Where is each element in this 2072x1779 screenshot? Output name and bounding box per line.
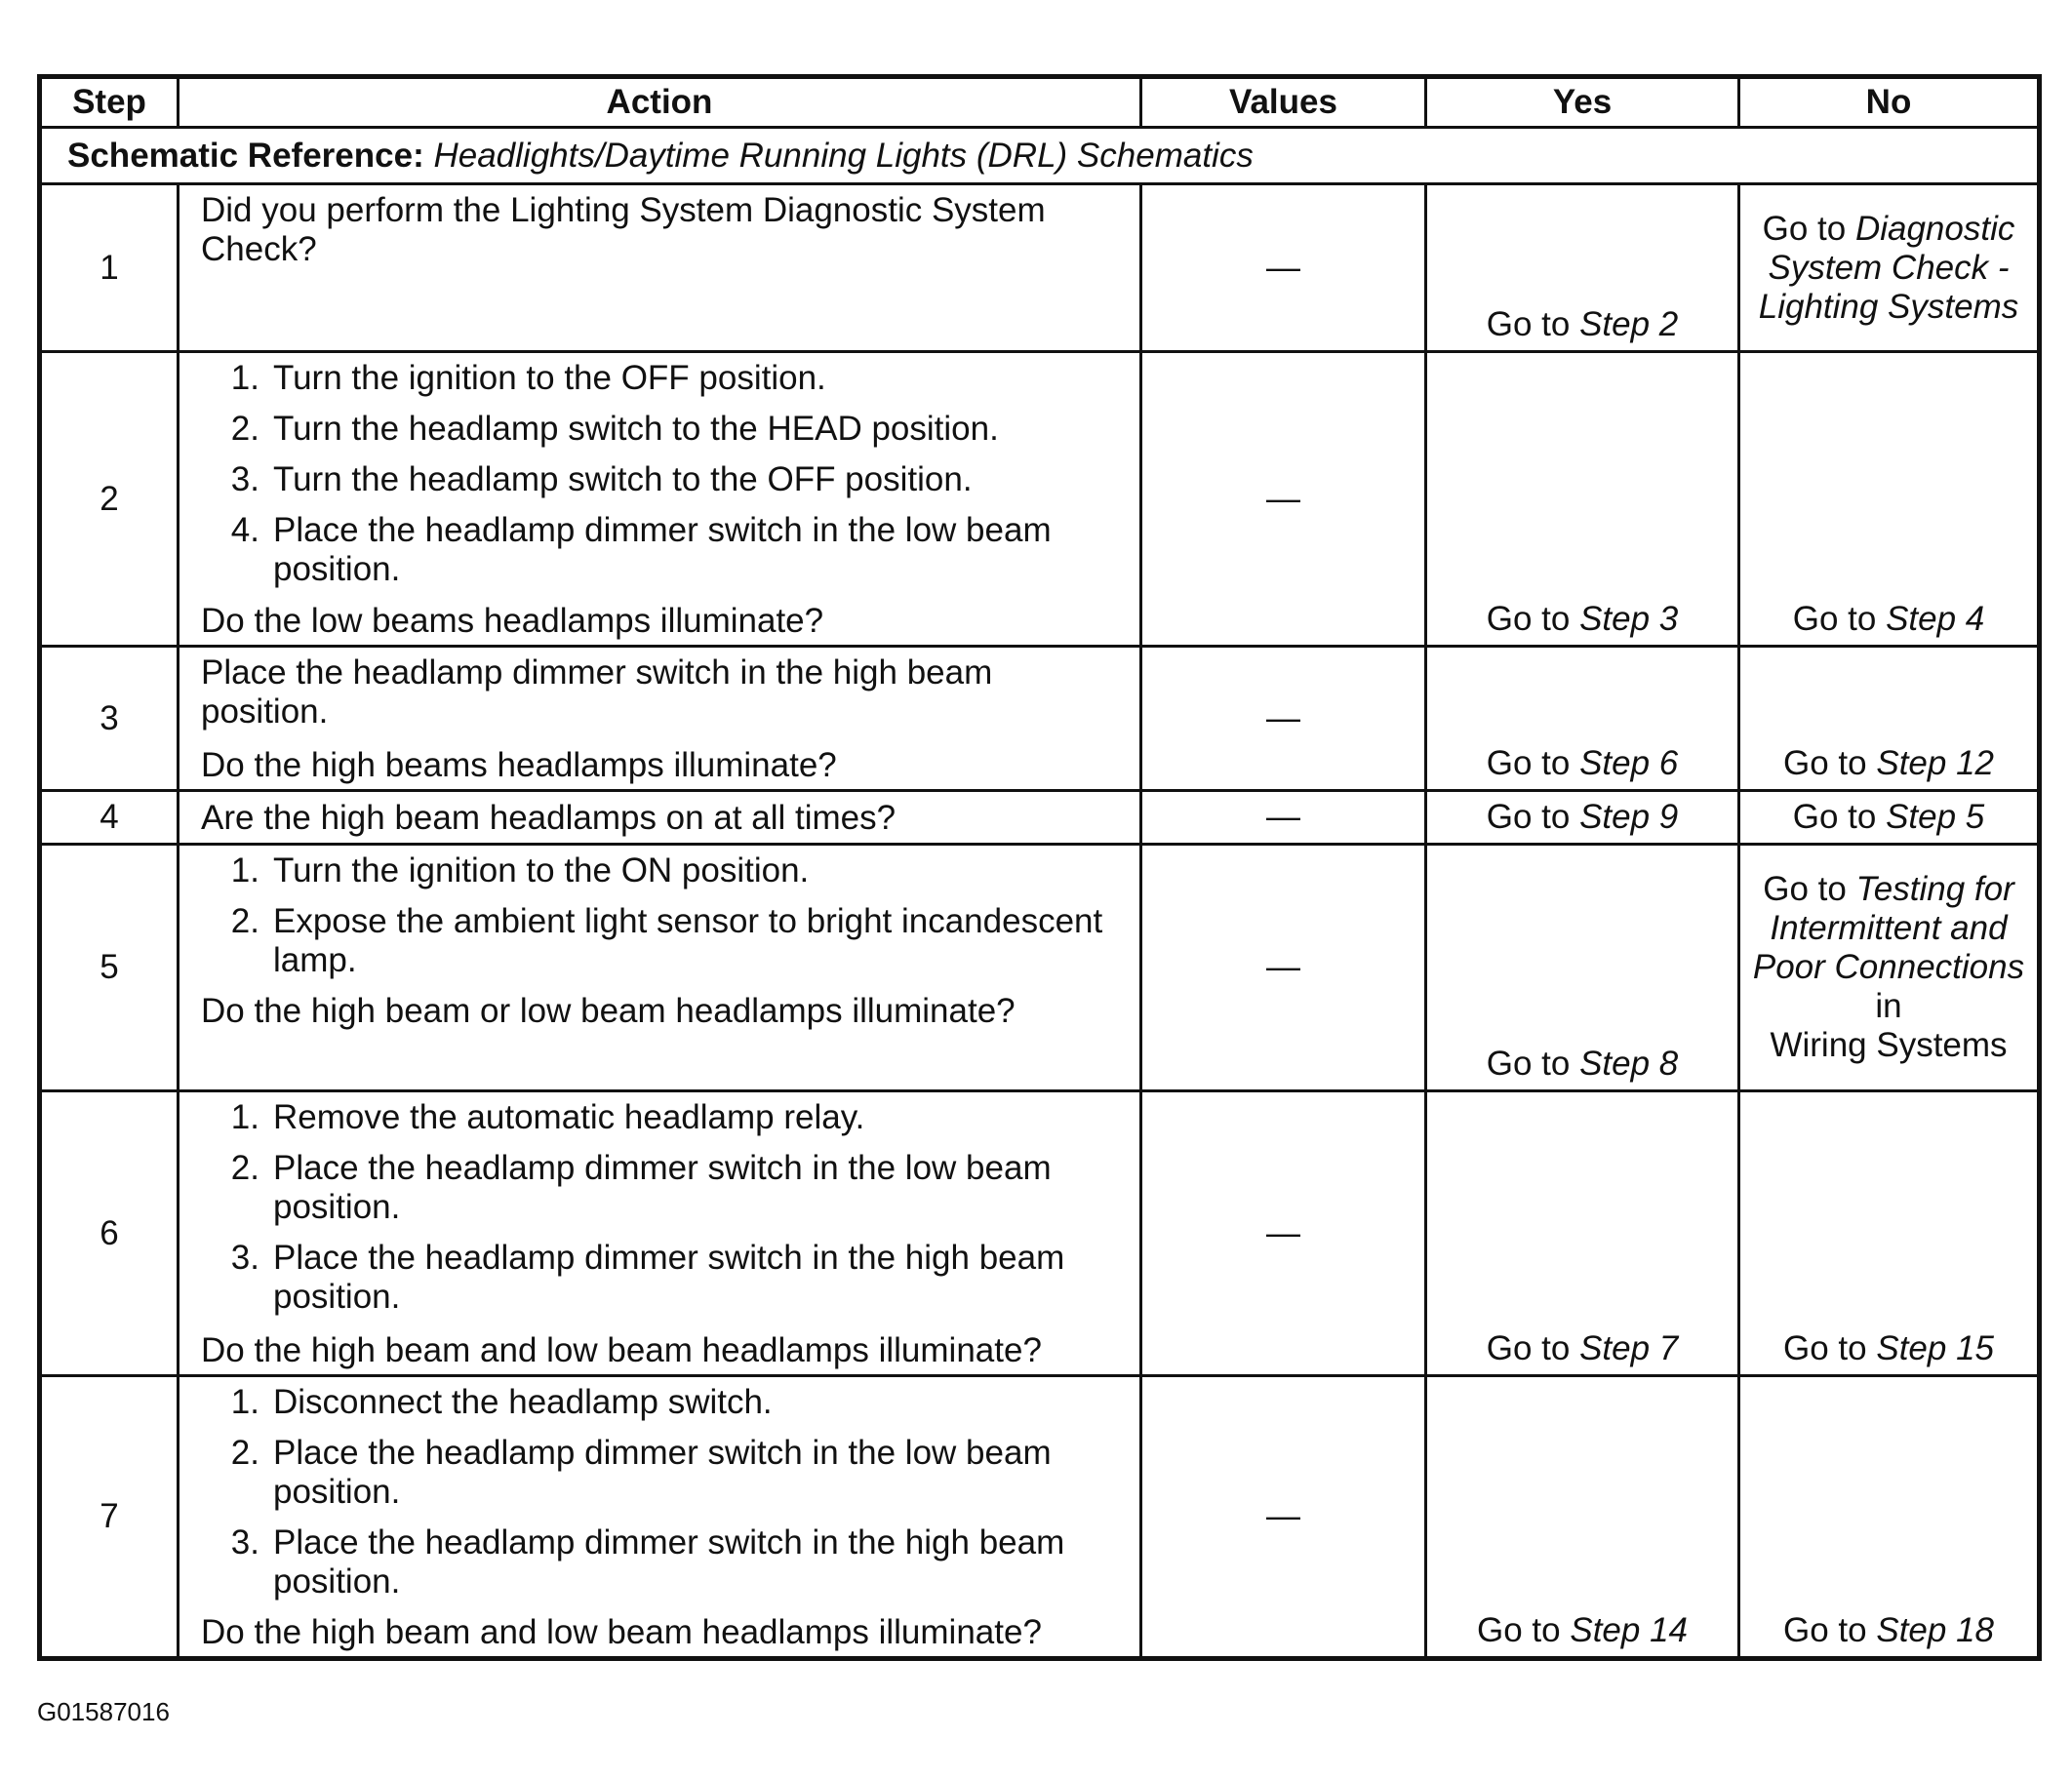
no-cell xyxy=(1739,1091,2040,1376)
header-step: Step xyxy=(40,77,179,128)
yes-cell xyxy=(1426,1091,1739,1376)
action-cell xyxy=(179,1376,1141,1659)
action-text: Are the high beam headlamps on at all times? xyxy=(201,799,897,837)
yes-prefix: Go to xyxy=(1486,744,1571,782)
action-list xyxy=(201,851,1126,980)
action-text: Place the headlamp dimmer switch in the high beam position. xyxy=(201,653,993,731)
no-prefix: Go to xyxy=(1792,798,1877,836)
no-cell xyxy=(1739,845,2040,1091)
yes-prefix: Go to xyxy=(1477,1611,1561,1649)
table-row xyxy=(40,1376,2040,1659)
no-cell xyxy=(1739,352,2040,647)
no-link[interactable]: Testing for Intermittent and Poor Connections xyxy=(1752,870,2025,986)
list-item: 2. Place the headlamp dimmer switch in the low beam position. xyxy=(230,1149,1052,1226)
action-list xyxy=(201,359,1126,601)
action-cell xyxy=(179,845,1141,1091)
no-prefix: Go to xyxy=(1763,870,1847,908)
list-item: 2. Expose the ambient light sensor to bright incandescent lamp. xyxy=(230,902,1103,979)
list-item: 1. Turn the ignition to the ON position. xyxy=(230,851,810,890)
no-link[interactable]: Step 15 xyxy=(1876,1329,1994,1367)
yes-prefix: Go to xyxy=(1486,1329,1571,1367)
yes-link[interactable]: Step 7 xyxy=(1579,1329,1679,1367)
values-cell: — xyxy=(1141,1376,1426,1659)
list-item: 3. Place the headlamp dimmer switch in the high beam position. xyxy=(230,1523,1065,1601)
header-action: Action xyxy=(179,77,1141,128)
no-prefix: Go to xyxy=(1762,209,1847,248)
action-question: Do the low beams headlamps illuminate? xyxy=(201,602,824,640)
values-cell: — xyxy=(1141,1091,1426,1376)
no-middle: in xyxy=(1875,987,1902,1025)
table-row xyxy=(40,845,2040,1091)
list-item: 1. Disconnect the headlamp switch. xyxy=(230,1383,773,1421)
yes-prefix: Go to xyxy=(1486,600,1571,638)
no-link[interactable]: Diagnostic System Check - Lighting Systems xyxy=(1758,209,2019,326)
yes-prefix: Go to xyxy=(1486,798,1571,836)
action-question: Do the high beam and low beam headlamps illuminate? xyxy=(201,1331,1042,1369)
action-cell xyxy=(179,184,1141,352)
values-cell: — xyxy=(1141,352,1426,647)
values-cell: — xyxy=(1141,791,1426,845)
yes-link[interactable]: Step 2 xyxy=(1579,305,1679,343)
yes-cell xyxy=(1426,845,1739,1091)
list-item: 3. Turn the headlamp switch to the OFF position. xyxy=(230,460,973,498)
no-link[interactable]: Step 4 xyxy=(1886,600,1985,638)
no-cell xyxy=(1739,184,2040,352)
step-number: 3 xyxy=(40,647,179,791)
yes-cell xyxy=(1426,1376,1739,1659)
list-item: 1. Turn the ignition to the OFF position. xyxy=(230,359,826,397)
yes-link[interactable]: Step 14 xyxy=(1570,1611,1688,1649)
header-no: No xyxy=(1739,77,2040,128)
yes-link[interactable]: Step 8 xyxy=(1579,1045,1679,1083)
no-cell xyxy=(1739,647,2040,791)
no-link[interactable]: Step 18 xyxy=(1876,1611,1994,1649)
action-list xyxy=(201,1383,1126,1613)
yes-cell xyxy=(1426,352,1739,647)
step-number: 5 xyxy=(40,845,179,1091)
schematic-reference-label: Schematic Reference: xyxy=(67,136,424,175)
values-cell: — xyxy=(1141,184,1426,352)
action-cell xyxy=(179,791,1141,845)
no-suffix: Wiring Systems xyxy=(1770,1026,2008,1064)
action-cell xyxy=(179,1091,1141,1376)
step-number: 2 xyxy=(40,352,179,647)
figure-code: G01587016 xyxy=(37,1697,170,1726)
values-cell: — xyxy=(1141,845,1426,1091)
values-cell: — xyxy=(1141,647,1426,791)
action-cell xyxy=(179,647,1141,791)
no-link[interactable]: Step 5 xyxy=(1886,798,1985,836)
table-row xyxy=(40,791,2040,845)
yes-link[interactable]: Step 6 xyxy=(1579,744,1679,782)
table-row xyxy=(40,1091,2040,1376)
yes-cell xyxy=(1426,647,1739,791)
action-text: Did you perform the Lighting System Diagnostic System Check? xyxy=(201,191,1046,268)
step-number: 4 xyxy=(40,791,179,845)
no-link[interactable]: Step 12 xyxy=(1876,744,1994,782)
list-item: 1. Remove the automatic headlamp relay. xyxy=(230,1098,865,1136)
action-question: Do the high beam or low beam headlamps illuminate? xyxy=(201,992,1016,1030)
header-values: Values xyxy=(1141,77,1426,128)
action-question: Do the high beam and low beam headlamps illuminate? xyxy=(201,1613,1042,1651)
list-item: 3. Place the headlamp dimmer switch in the high beam position. xyxy=(230,1239,1065,1316)
schematic-reference-row xyxy=(40,128,2040,184)
no-prefix: Go to xyxy=(1783,1329,1867,1367)
step-number: 6 xyxy=(40,1091,179,1376)
yes-prefix: Go to xyxy=(1486,305,1571,343)
no-cell xyxy=(1739,791,2040,845)
table-row xyxy=(40,647,2040,791)
table-row xyxy=(40,184,2040,352)
step-number: 1 xyxy=(40,184,179,352)
no-prefix: Go to xyxy=(1792,600,1877,638)
yes-link[interactable]: Step 9 xyxy=(1579,798,1679,836)
diagnostic-table xyxy=(37,74,2042,1661)
yes-cell xyxy=(1426,791,1739,845)
no-cell xyxy=(1739,1376,2040,1659)
header-yes: Yes xyxy=(1426,77,1739,128)
table-row xyxy=(40,352,2040,647)
schematic-reference-link[interactable]: Headlights/Daytime Running Lights (DRL) Schematics xyxy=(433,136,1254,175)
header-row xyxy=(40,77,2040,128)
action-question: Do the high beams headlamps illuminate? xyxy=(201,746,837,784)
action-list xyxy=(201,1098,1126,1328)
step-number: 7 xyxy=(40,1376,179,1659)
no-prefix: Go to xyxy=(1783,744,1867,782)
schematic-reference xyxy=(40,128,2040,184)
action-cell xyxy=(179,352,1141,647)
list-item: 4. Place the headlamp dimmer switch in the low beam position. xyxy=(230,511,1052,588)
list-item: 2. Turn the headlamp switch to the HEAD position. xyxy=(230,410,999,448)
yes-cell xyxy=(1426,184,1739,352)
list-item: 2. Place the headlamp dimmer switch in the low beam position. xyxy=(230,1434,1052,1511)
no-prefix: Go to xyxy=(1783,1611,1867,1649)
yes-link[interactable]: Step 3 xyxy=(1579,600,1679,638)
yes-prefix: Go to xyxy=(1486,1045,1571,1083)
